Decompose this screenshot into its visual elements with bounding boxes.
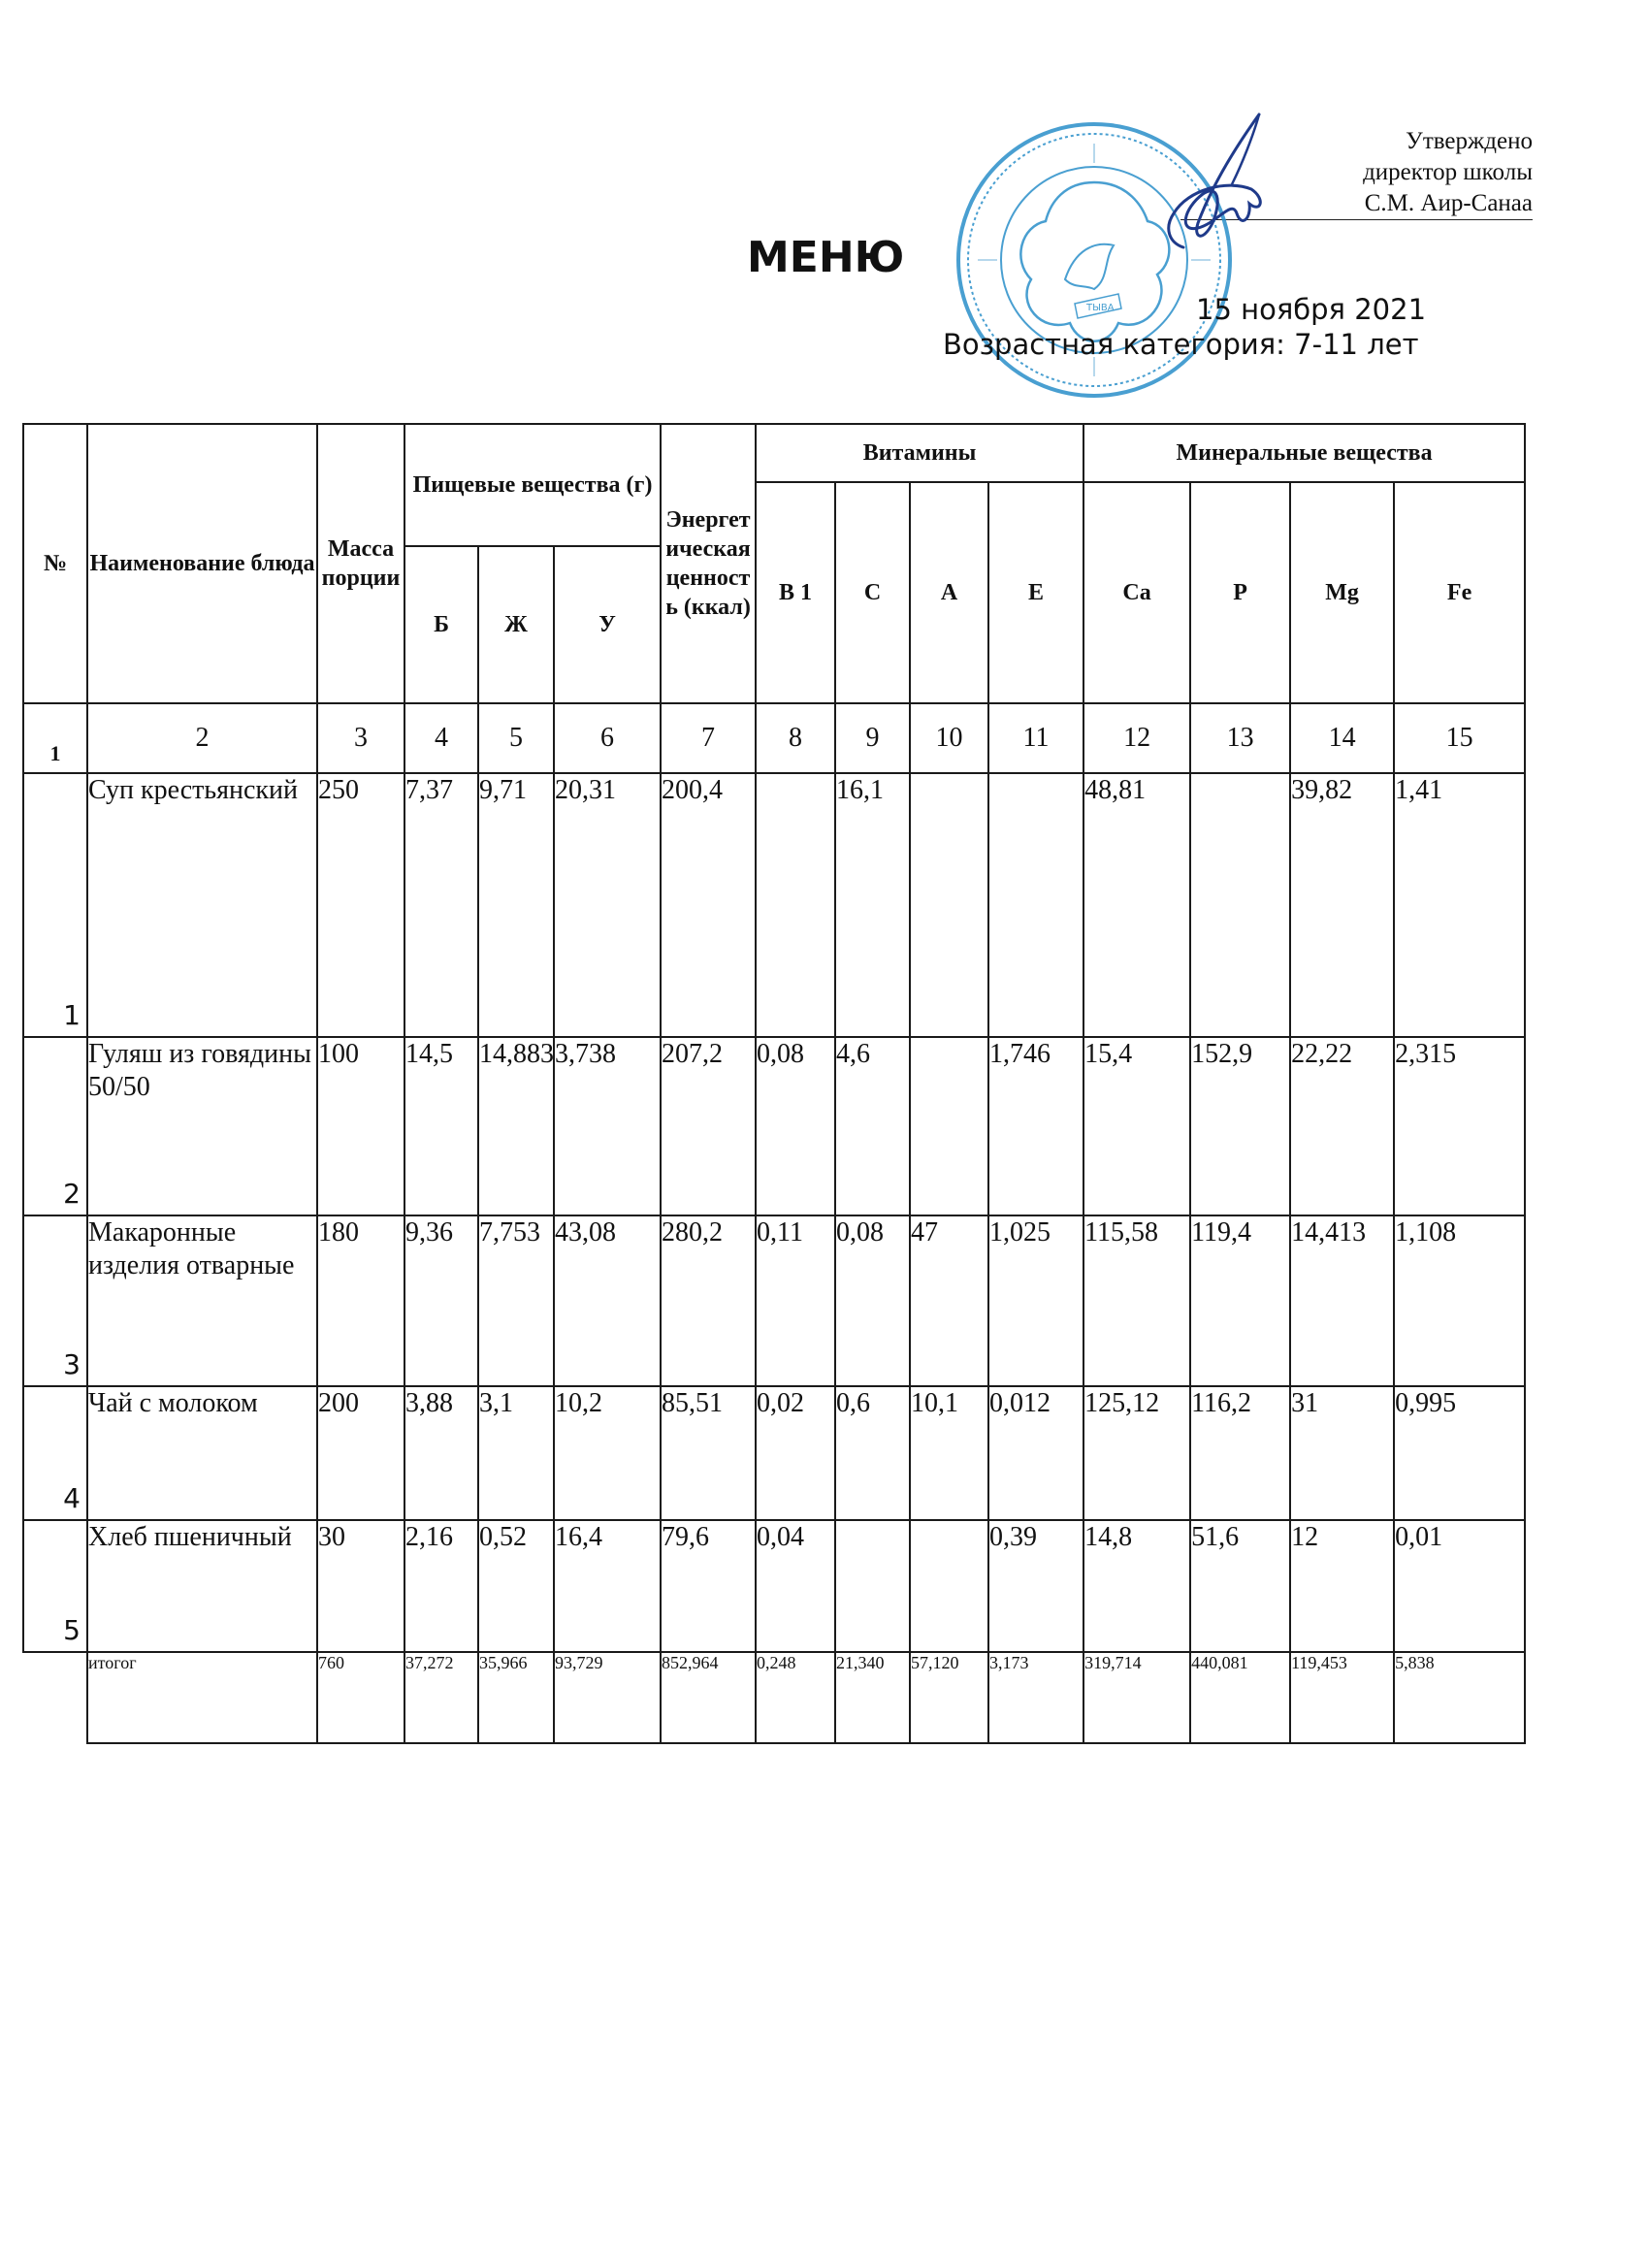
- cell-vitamin-a: 47: [910, 1215, 988, 1386]
- cell-mass: 30: [317, 1520, 404, 1652]
- cell-dish-name: Чай с молоком: [87, 1386, 317, 1520]
- cell-fat: 9,71: [478, 773, 554, 1037]
- header-c: С: [835, 482, 910, 703]
- cell-vitamin-c: 0,08: [835, 1215, 910, 1386]
- header-row-top: [23, 424, 1525, 482]
- cell-carbs: 20,31: [554, 773, 661, 1037]
- header-num: №: [23, 424, 87, 703]
- table-row: [23, 1215, 1525, 1386]
- cell-energy: 207,2: [661, 1037, 756, 1215]
- row-number: 3: [23, 1215, 87, 1386]
- cell-energy: 280,2: [661, 1215, 756, 1386]
- column-number: 7: [661, 703, 756, 773]
- cell-vitamin-c: [835, 1520, 910, 1652]
- approval-director-name: С.М. Аир-Санаа: [1180, 188, 1533, 220]
- cell-energy: 200,4: [661, 773, 756, 1037]
- cell-calcium: 48,81: [1083, 773, 1190, 1037]
- cell-phosphorus: 116,2: [1190, 1386, 1290, 1520]
- menu-table: [22, 423, 1526, 1744]
- cell-vitamin-a: [910, 1037, 988, 1215]
- cell-vitamin-b1: 0,08: [756, 1037, 835, 1215]
- menu-date: 15 ноября 2021: [1196, 293, 1427, 326]
- column-number: 9: [835, 703, 910, 773]
- table-row: [23, 1386, 1525, 1520]
- column-number: 2: [87, 703, 317, 773]
- cell-vitamin-b1: 0,11: [756, 1215, 835, 1386]
- cell-vitamin-e: 1,025: [988, 1215, 1083, 1386]
- column-number: 4: [404, 703, 478, 773]
- header-energy: Энергетическая ценность (ккал): [661, 424, 756, 703]
- total-mg: 119,453: [1290, 1652, 1394, 1743]
- column-number-row: [23, 703, 1525, 773]
- cell-protein: 14,5: [404, 1037, 478, 1215]
- cell-vitamin-b1: 0,04: [756, 1520, 835, 1652]
- cell-calcium: 15,4: [1083, 1037, 1190, 1215]
- cell-protein: 2,16: [404, 1520, 478, 1652]
- cell-calcium: 125,12: [1083, 1386, 1190, 1520]
- cell-carbs: 10,2: [554, 1386, 661, 1520]
- header-name: Наименование блюда: [87, 424, 317, 703]
- cell-carbs: 3,738: [554, 1037, 661, 1215]
- total-protein: 37,272: [404, 1652, 478, 1743]
- column-number: 14: [1290, 703, 1394, 773]
- header-fat: Ж: [478, 546, 554, 703]
- row-number: 5: [23, 1520, 87, 1652]
- page-title: МЕНЮ: [747, 233, 905, 282]
- table-row: [23, 773, 1525, 1037]
- header-b1: В 1: [756, 482, 835, 703]
- header-vitamins: Витамины: [756, 424, 1083, 482]
- header-nutrients: Пищевые вещества (г): [404, 424, 661, 546]
- cell-magnesium: 31: [1290, 1386, 1394, 1520]
- header-mass: Масса порции: [317, 424, 404, 703]
- cell-iron: 0,995: [1394, 1386, 1525, 1520]
- total-mass: 760: [317, 1652, 404, 1743]
- total-ca: 319,714: [1083, 1652, 1190, 1743]
- header-ca: Са: [1083, 482, 1190, 703]
- cell-phosphorus: 119,4: [1190, 1215, 1290, 1386]
- director-signature-icon: [1145, 107, 1280, 281]
- column-number: 10: [910, 703, 988, 773]
- cell-carbs: 43,08: [554, 1215, 661, 1386]
- header-carbs: У: [554, 546, 661, 703]
- header-p: Р: [1190, 482, 1290, 703]
- column-number: 15: [1394, 703, 1525, 773]
- cell-carbs: 16,4: [554, 1520, 661, 1652]
- cell-protein: 3,88: [404, 1386, 478, 1520]
- header-mg: Mg: [1290, 482, 1394, 703]
- cell-dish-name: Макаронные изделия отварные: [87, 1215, 317, 1386]
- cell-iron: 1,108: [1394, 1215, 1525, 1386]
- row-number: 2: [23, 1037, 87, 1215]
- cell-magnesium: 39,82: [1290, 773, 1394, 1037]
- total-p: 440,081: [1190, 1652, 1290, 1743]
- column-number: 13: [1190, 703, 1290, 773]
- row-number: 4: [23, 1386, 87, 1520]
- total-row: [23, 1652, 1525, 1743]
- column-number: 1: [23, 703, 87, 773]
- cell-mass: 250: [317, 773, 404, 1037]
- cell-mass: 100: [317, 1037, 404, 1215]
- cell-magnesium: 14,413: [1290, 1215, 1394, 1386]
- cell-dish-name: Хлеб пшеничный: [87, 1520, 317, 1652]
- total-b1: 0,248: [756, 1652, 835, 1743]
- total-fat: 35,966: [478, 1652, 554, 1743]
- cell-dish-name: Гуляш из говядины 50/50: [87, 1037, 317, 1215]
- cell-vitamin-a: [910, 1520, 988, 1652]
- header-protein: Б: [404, 546, 478, 703]
- cell-fat: 7,753: [478, 1215, 554, 1386]
- row-number: 1: [23, 773, 87, 1037]
- table-row: [23, 1520, 1525, 1652]
- age-category: Возрастная категория: 7-11 лет: [943, 328, 1419, 361]
- cell-vitamin-e: [988, 773, 1083, 1037]
- cell-magnesium: 12: [1290, 1520, 1394, 1652]
- column-number: 3: [317, 703, 404, 773]
- cell-energy: 79,6: [661, 1520, 756, 1652]
- total-carbs: 93,729: [554, 1652, 661, 1743]
- cell-vitamin-e: 1,746: [988, 1037, 1083, 1215]
- cell-phosphorus: 51,6: [1190, 1520, 1290, 1652]
- total-empty-cell: [23, 1652, 87, 1743]
- cell-vitamin-a: 10,1: [910, 1386, 988, 1520]
- cell-magnesium: 22,22: [1290, 1037, 1394, 1215]
- cell-vitamin-c: 0,6: [835, 1386, 910, 1520]
- cell-energy: 85,51: [661, 1386, 756, 1520]
- cell-calcium: 115,58: [1083, 1215, 1190, 1386]
- column-number: 11: [988, 703, 1083, 773]
- cell-mass: 180: [317, 1215, 404, 1386]
- cell-vitamin-c: 4,6: [835, 1037, 910, 1215]
- header-fe: Fe: [1394, 482, 1525, 703]
- table-row: [23, 1037, 1525, 1215]
- cell-phosphorus: [1190, 773, 1290, 1037]
- total-label: итогог: [87, 1652, 317, 1743]
- cell-mass: 200: [317, 1386, 404, 1520]
- approval-position: директор школы: [1363, 159, 1533, 185]
- cell-vitamin-b1: [756, 773, 835, 1037]
- cell-vitamin-b1: 0,02: [756, 1386, 835, 1520]
- header-e: Е: [988, 482, 1083, 703]
- total-e: 3,173: [988, 1652, 1083, 1743]
- cell-vitamin-a: [910, 773, 988, 1037]
- cell-calcium: 14,8: [1083, 1520, 1190, 1652]
- column-number: 8: [756, 703, 835, 773]
- cell-vitamin-e: 0,012: [988, 1386, 1083, 1520]
- cell-fat: 0,52: [478, 1520, 554, 1652]
- cell-fat: 14,883: [478, 1037, 554, 1215]
- cell-vitamin-e: 0,39: [988, 1520, 1083, 1652]
- approval-label: Утверждено: [1406, 128, 1533, 154]
- cell-iron: 1,41: [1394, 773, 1525, 1037]
- cell-iron: 2,315: [1394, 1037, 1525, 1215]
- header-minerals: Минеральные вещества: [1083, 424, 1525, 482]
- column-number: 5: [478, 703, 554, 773]
- total-a: 57,120: [910, 1652, 988, 1743]
- cell-dish-name: Суп крестьянский: [87, 773, 317, 1037]
- cell-phosphorus: 152,9: [1190, 1037, 1290, 1215]
- cell-iron: 0,01: [1394, 1520, 1525, 1652]
- total-c: 21,340: [835, 1652, 910, 1743]
- header-a: А: [910, 482, 988, 703]
- stamp-text: ТЫВА: [1086, 303, 1115, 313]
- cell-protein: 7,37: [404, 773, 478, 1037]
- total-energy: 852,964: [661, 1652, 756, 1743]
- total-fe: 5,838: [1394, 1652, 1525, 1743]
- cell-vitamin-c: 16,1: [835, 773, 910, 1037]
- column-number: 6: [554, 703, 661, 773]
- cell-fat: 3,1: [478, 1386, 554, 1520]
- cell-protein: 9,36: [404, 1215, 478, 1386]
- column-number: 12: [1083, 703, 1190, 773]
